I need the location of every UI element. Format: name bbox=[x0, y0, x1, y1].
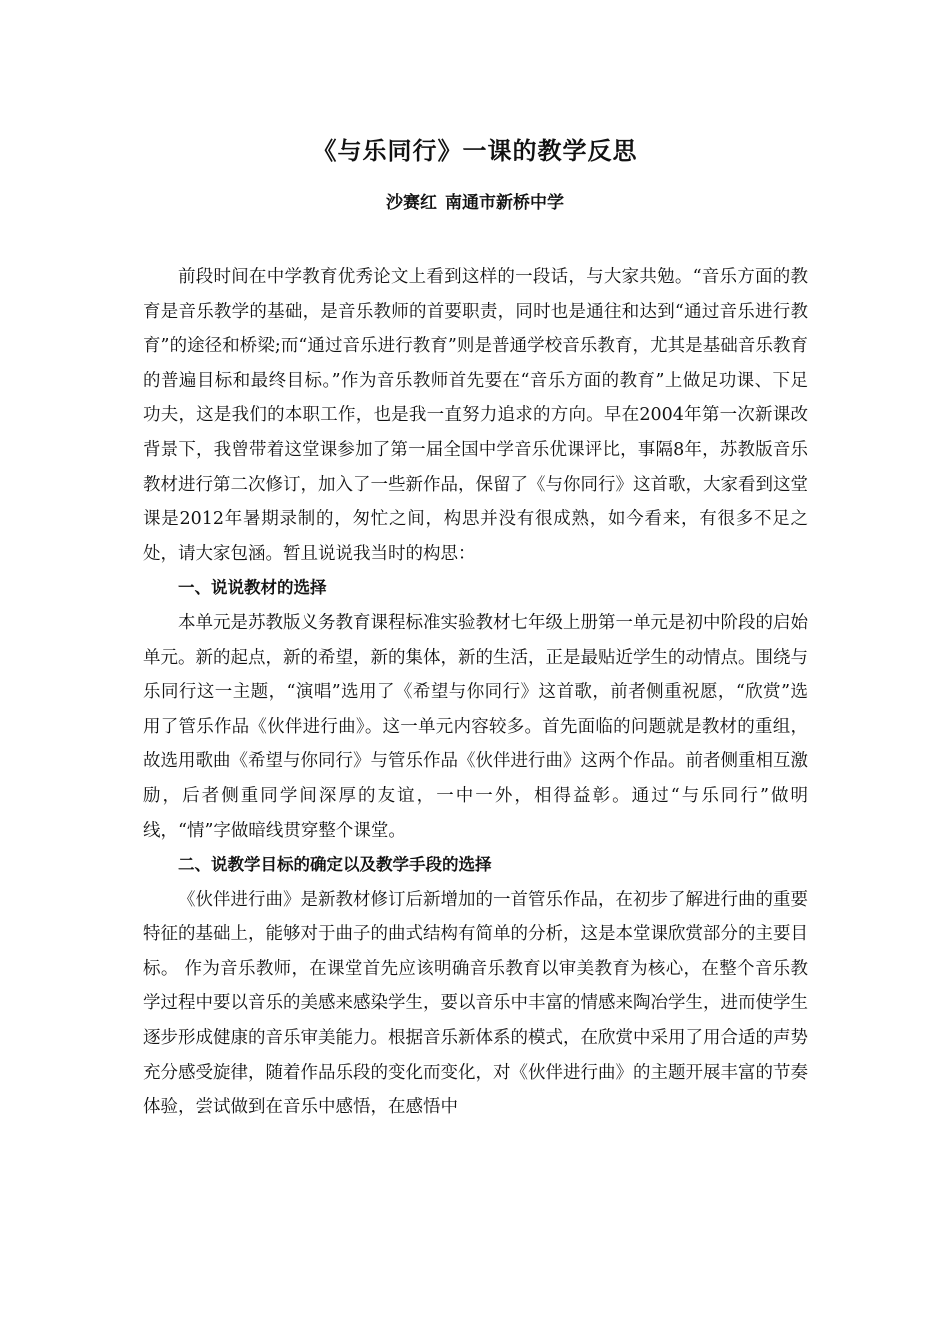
paragraph-intro: 前段时间在中学教育优秀论文上看到这样的一段话，与大家共勉。“音乐方面的教育是音乐教学的基础，是音乐教师的首要职责，同时也是通往和达到“通过音乐进行教育”的途径和桥梁;而“通过音乐进行教育”则是普通学校音乐教育，尤其是基础音乐教育的普遍目标和最终目标。”作为音乐教师首先要在“音乐方面的教育”上做足功课、下足功夫，这是我们的本职工作，也是我一直努力追求的方向。早在2004年第一次新课改背景下，我曾带着这堂课参加了第一届全国中学音乐优课评比，事隔8年，苏教版音乐教材进行第二次修订，加入了一些新作品，保留了《与你同行》这首歌，大家看到这堂课是2012年暑期录制的，匆忙之间，构思并没有很成熟，如今看来，有很多不足之处，请大家包涵。暂且说说我当时的构思： bbox=[143, 267, 808, 564]
author-line bbox=[0, 190, 950, 216]
author-name: 沙赛红 bbox=[386, 193, 437, 213]
paragraph-textbook: 本单元是苏教版义务教育课程标准实验教材七年级上册第一单元是初中阶段的启始单元。新的起点，新的希望，新的集体，新的生活，正是最贴近学生的动情点。围绕与乐同行这一主题，“演唱”选用了《希望与你同行》这首歌，前者侧重祝愿，“欣赏”选用了管乐作品《伙伴进行曲》。这一单元内容较多。首先面临的问题就是教材的重组，故选用歌曲《希望与你同行》与管乐作品《伙伴进行曲》这两个作品。前者侧重相互激励，后者侧重同学间深厚的友谊，一中一外，相得益彰。通过“与乐同行”做明线，“情”字做暗线贯穿整个课堂。 bbox=[143, 612, 808, 841]
document-body bbox=[143, 260, 808, 1125]
author-school: 南通市新桥中学 bbox=[445, 193, 564, 213]
paragraph-goals: 《伙伴进行曲》是新教材修订后新增加的一首管乐作品，在初步了解进行曲的重要特征的基础上，能够对于曲子的曲式结构有简单的分析，这是本堂课欣赏部分的主要目标。 作为音乐教师，在课堂首先应该明确音乐教育以审美教育为核心，在整个音乐教学过程中要以音乐的美感来感染学生，要以音乐中丰富的情感来陶冶学生，进而使学生逐步形成健康的音乐审美能力。根据音乐新体系的模式，在欣赏中采用了用合适的声势充分感受旋律，随着作品乐段的变化而变化，对《伙伴进行曲》的主题开展丰富的节奏体验，尝试做到在音乐中感悟，在感悟中 bbox=[143, 889, 808, 1118]
document-title: 《与乐同行》一课的教学反思 bbox=[312, 137, 638, 165]
section-heading-goals: 二、说教学目标的确定以及教学手段的选择 bbox=[178, 855, 492, 875]
section-heading-textbook: 一、说说教材的选择 bbox=[178, 578, 327, 598]
